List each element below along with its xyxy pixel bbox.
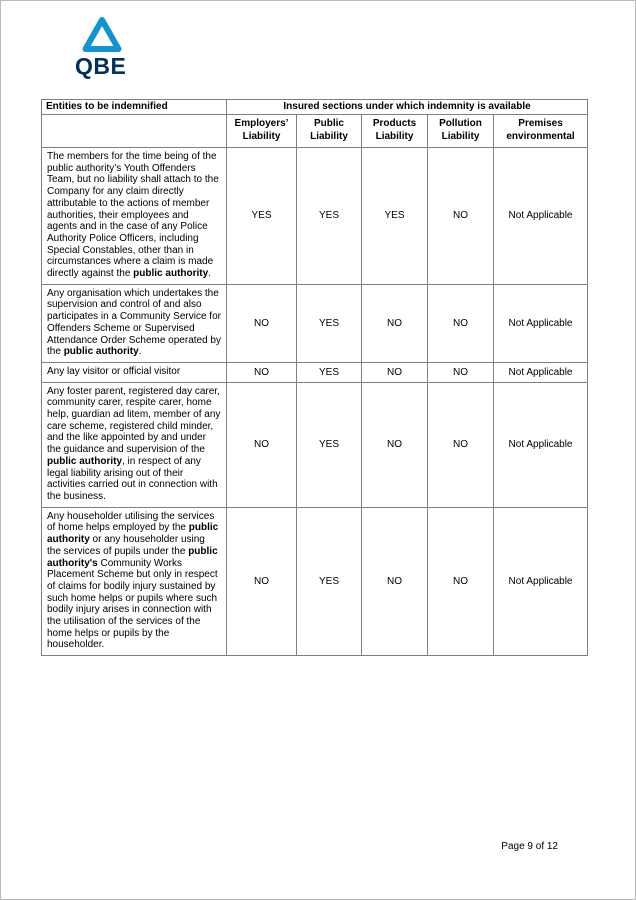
indemnity-value-cell: Not Applicable [494,362,588,382]
entity-text: The members for the time being of the public authority’s Youth Offenders Team, but no liability shall attach to the Company for any claim directly attributable to the actions of member authorities, their employees and agents and in the case of any Police Authority Police Officers, including Special Constables, other than in circumstances where a claim is made directly against the [47,151,219,280]
entity-column-header-spacer [42,115,227,148]
column-header: Public Liability [297,115,362,148]
qbe-logo [75,15,155,78]
indemnity-value-cell: YES [297,507,362,655]
indemnity-value-cell: NO [227,382,297,507]
indemnity-value-cell: Not Applicable [494,507,588,655]
column-header: Employers’ Liability [227,115,297,148]
qbe-logo-text: QBE [75,53,127,79]
indemnity-value-cell: NO [428,148,494,285]
entity-text: Any lay visitor or official visitor [47,365,181,377]
entity-text: Any organisation which undertakes the supervision and control of and also participates in a Community Service for Offenders Scheme or Supervised Attendance Order Scheme operated by the [47,287,221,358]
table-body [42,148,588,656]
indemnity-value-cell: NO [428,362,494,382]
entity-text: Community Works Placement Scheme but only in respect of claims for bodily injury sustained by such home helps or pupils where such bodily injury arises in connection with the utilisation of the services of the home helps or pupils by the householder. [47,557,218,651]
indemnity-value-cell: NO [428,382,494,507]
entity-text: Any householder utilising the services of home helps employed by the [47,510,215,534]
table-row [42,507,588,655]
indemnity-value-cell: Not Applicable [494,284,588,362]
entity-text-bold: public authority's [47,545,218,569]
table-row [42,148,588,285]
column-header: Pollution Liability [428,115,494,148]
indemnity-value-cell: NO [428,507,494,655]
table-row [42,362,588,382]
indemnity-value-cell: YES [227,148,297,285]
indemnity-value-cell: NO [362,382,428,507]
entity-cell [42,362,227,382]
indemnity-value-cell: NO [227,362,297,382]
indemnity-value-cell: NO [362,507,428,655]
column-header: Premises environmental [494,115,588,148]
entity-text: or any householder using the services of pupils under the [47,534,205,557]
insured-sections-group-header: Insured sections under which indemnity is available [227,100,588,115]
indemnity-value-cell: Not Applicable [494,148,588,285]
indemnity-table [41,99,588,656]
entity-cell [42,382,227,507]
entity-cell [42,507,227,655]
table-group-header-row [42,100,588,115]
indemnity-value-cell: YES [297,148,362,285]
entity-text-bold: public authority [47,522,219,546]
page-number-label: Page 9 of 12 [501,841,558,852]
entities-column-header: Entities to be indemnified [42,100,227,115]
entity-text: Any foster parent, registered day carer, community carer, respite carer, home help, guardian ad litem, member of any care scheme, registered child minder, and the like appointed by and under the guidance and supervision of the [47,385,221,456]
indemnity-value-cell: NO [362,284,428,362]
indemnity-value-cell: NO [227,284,297,362]
entity-text: . [138,346,142,358]
indemnity-value-cell: NO [227,507,297,655]
indemnity-value-cell: YES [362,148,428,285]
entity-text-bold: public authority [63,346,139,358]
column-header: Products Liability [362,115,428,148]
indemnity-value-cell: NO [428,284,494,362]
indemnity-value-cell: YES [297,362,362,382]
indemnity-value-cell: YES [297,284,362,362]
indemnity-value-cell: Not Applicable [494,382,588,507]
qbe-emblem-icon [79,15,125,55]
entity-text-bold: public authority [133,268,209,280]
entity-text: , in respect of any legal liability arising out of their activities carried out in connection with the business. [47,455,218,502]
entity-text: . [208,268,211,280]
indemnity-value-cell: NO [362,362,428,382]
table-column-header-row [42,115,588,148]
entity-cell [42,148,227,285]
indemnity-value-cell: YES [297,382,362,507]
entity-cell [42,284,227,362]
entity-text-bold: public authority [47,455,122,467]
table-row [42,284,588,362]
table-row [42,382,588,507]
